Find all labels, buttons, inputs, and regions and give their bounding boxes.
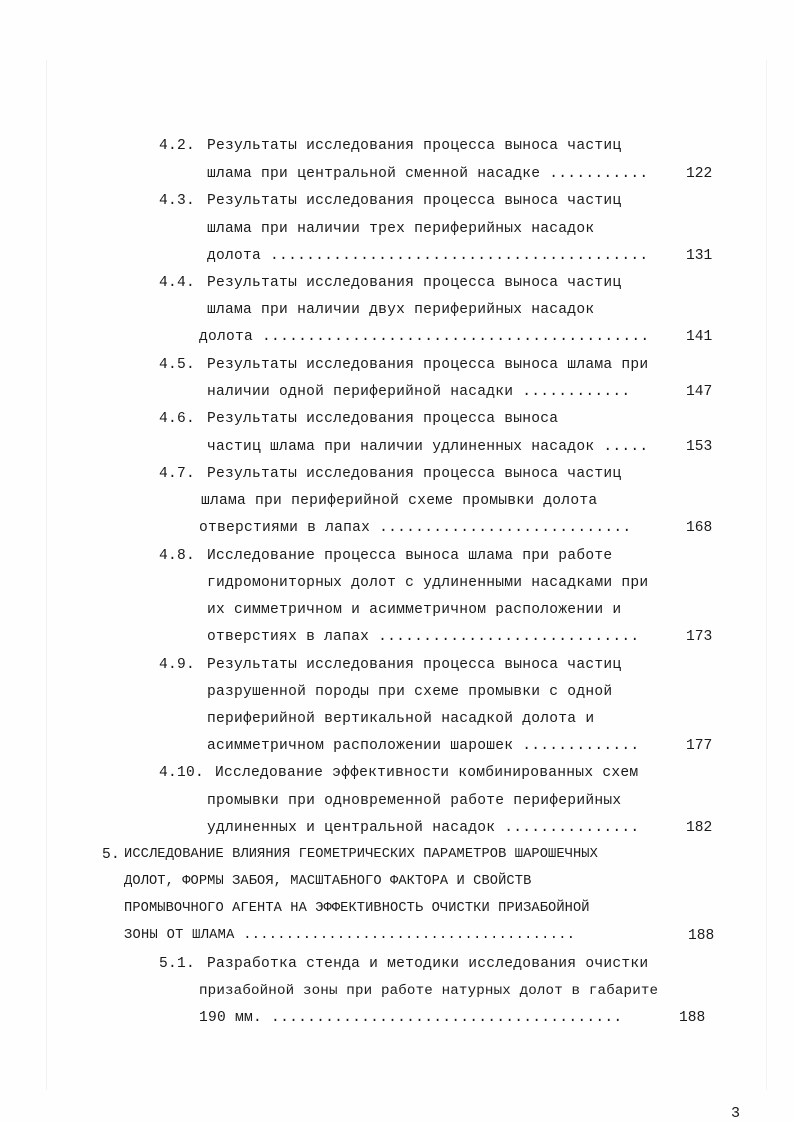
toc-entry-line: шлама при наличии двух периферийных насадок (207, 302, 595, 318)
scan-edge (766, 60, 767, 1090)
toc-entry-line: шлама при периферийной схеме промывки долота (201, 493, 598, 509)
toc-entry-line: шлама при наличии трех периферийных насадок (207, 221, 595, 237)
toc-entry-number: 4.2. (159, 138, 196, 154)
toc-entry-line: долота ........................................... (199, 329, 650, 345)
toc-page-number: 173 (686, 629, 713, 645)
toc-entry-line: призабойной зоны при работе натурных долот в габарите (199, 983, 659, 999)
toc-entry-line: Разработка стенда и методики исследования очистки (207, 956, 649, 972)
toc-chapter-title-line: ПРОМЫВОЧНОГО АГЕНТА НА ЭФФЕКТИВНОСТЬ ОЧИСТКИ ПРИЗАБОЙНОЙ (124, 901, 590, 916)
scan-edge (46, 60, 47, 1090)
toc-entry-line: разрушенной породы при схеме промывки с одной (207, 684, 613, 700)
toc-entry-number: 4.3. (159, 193, 196, 209)
toc-chapter-title-line: ДОЛОТ, ФОРМЫ ЗАБОЯ, МАСШТАБНОГО ФАКТОРА И СВОЙСТВ (124, 874, 532, 889)
toc-entry-line: 190 мм. ....................................... (199, 1010, 623, 1026)
toc-entry-line: Исследование процесса выноса шлама при работе (207, 548, 613, 564)
toc-chapter-number: 5. (102, 847, 121, 863)
toc-entry-number: 4.4. (159, 275, 196, 291)
toc-entry-line: Результаты исследования процесса выноса шлама при (207, 357, 649, 373)
toc-page-number: 122 (686, 166, 713, 182)
toc-page-number: 131 (686, 248, 713, 264)
toc-entry-line: Результаты исследования процесса выноса частиц (207, 193, 622, 209)
toc-entry-number: 4.10. (159, 765, 205, 781)
toc-entry-number: 4.7. (159, 466, 196, 482)
toc-page-number: 188 (688, 928, 715, 944)
toc-entry-line: долота .......................................... (207, 248, 649, 264)
toc-entry-line: их симметричном и асимметричном расположении и (207, 602, 622, 618)
toc-entry-line: асимметричном расположении шарошек ............. (207, 738, 640, 754)
toc-entry-line: Исследование эффективности комбинированных схем (215, 765, 639, 781)
toc-entry-line: Результаты исследования процесса выноса (207, 411, 559, 427)
toc-page-number: 168 (686, 520, 713, 536)
toc-page-number: 188 (679, 1010, 706, 1026)
toc-entry-line: частиц шлама при наличии удлиненных насадок ..... (207, 439, 649, 455)
toc-page-number: 141 (686, 329, 713, 345)
toc-entry-number: 4.9. (159, 657, 196, 673)
toc-entry-number: 5.1. (159, 956, 196, 972)
toc-entry-line: гидромониторных долот с удлиненными насадками при (207, 575, 649, 591)
toc-entry-line: Результаты исследования процесса выноса частиц (207, 466, 622, 482)
toc-entry-line: отверстиях в лапах ............................. (207, 629, 640, 645)
toc-entry-line: удлиненных и центральной насадок ............... (207, 820, 640, 836)
page-number: 3 (731, 1105, 741, 1122)
toc-entry-line: Результаты исследования процесса выноса частиц (207, 657, 622, 673)
toc-entry-line: отверстиями в лапах ............................ (199, 520, 632, 536)
toc-entry-number: 4.5. (159, 357, 196, 373)
toc-entry-line: промывки при одновременной работе периферийных (207, 793, 622, 809)
toc-entry-line: Результаты исследования процесса выноса частиц (207, 275, 622, 291)
toc-page-number: 177 (686, 738, 713, 754)
toc-entry-number: 4.6. (159, 411, 196, 427)
toc-page-number: 153 (686, 439, 713, 455)
toc-chapter-title-line: ЗОНЫ ОТ ШЛАМА ....................................... (124, 928, 576, 943)
toc-entry-line: периферийной вертикальной насадкой долота и (207, 711, 595, 727)
toc-entry-line: Результаты исследования процесса выноса частиц (207, 138, 622, 154)
toc-chapter-title-line: ИССЛЕДОВАНИЕ ВЛИЯНИЯ ГЕОМЕТРИЧЕСКИХ ПАРАМЕТРОВ ШАРОШЕЧНЫХ (124, 847, 598, 862)
toc-page-number: 147 (686, 384, 713, 400)
toc-page-number: 182 (686, 820, 713, 836)
toc-entry-number: 4.8. (159, 548, 196, 564)
toc-entry-line: наличии одной периферийной насадки ............ (207, 384, 631, 400)
toc-entry-line: шлама при центральной сменной насадке ........... (207, 166, 649, 182)
